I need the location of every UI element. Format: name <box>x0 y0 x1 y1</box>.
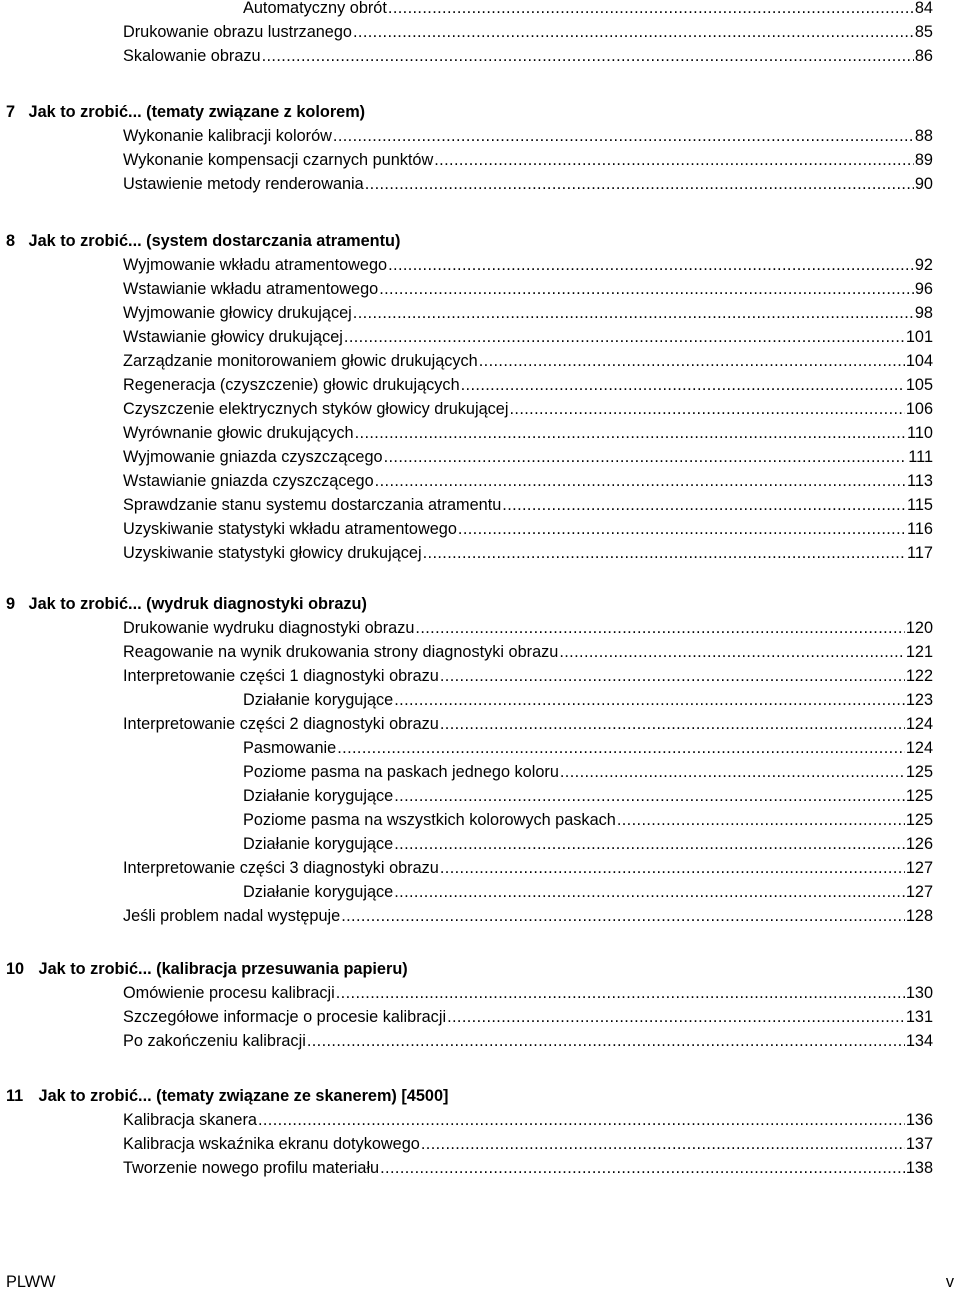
toc-entry[interactable] <box>123 349 933 373</box>
toc-entry-page: 134 <box>905 1032 933 1050</box>
chapter-title: Jak to zrobić... (tematy związane ze skanerem) [4500] <box>38 1087 449 1105</box>
toc-entry-page: 138 <box>905 1159 933 1177</box>
chapter-number: 11 <box>6 1087 24 1105</box>
toc-entry-page: 105 <box>905 376 933 394</box>
toc-entry-page: 131 <box>905 1008 933 1026</box>
toc-entry[interactable] <box>123 1029 933 1053</box>
toc-entry-title: Wyjmowanie głowicy drukującej <box>123 304 352 322</box>
toc-entry[interactable] <box>123 517 933 541</box>
toc-entry-page: 104 <box>905 352 933 370</box>
dot-leader <box>394 832 905 856</box>
toc-entry-title: Działanie korygujące <box>243 787 394 805</box>
toc-entry[interactable] <box>123 124 933 148</box>
toc-entry-title: Działanie korygujące <box>243 835 394 853</box>
dot-leader <box>461 373 905 397</box>
toc-entry-page: 122 <box>905 667 933 685</box>
toc-entry-page: 96 <box>914 280 933 298</box>
dot-leader <box>502 493 906 517</box>
toc-entry[interactable] <box>123 325 933 349</box>
chapter-heading[interactable] <box>6 957 408 981</box>
toc-entry-title: Ustawienie metody renderowania <box>123 175 364 193</box>
toc-entry-page: 124 <box>905 739 933 757</box>
toc-entry-title: Jeśli problem nadal występuje <box>123 907 341 925</box>
toc-entry[interactable] <box>123 616 933 640</box>
toc-entry[interactable] <box>123 541 933 565</box>
toc-entry-title: Drukowanie wydruku diagnostyki obrazu <box>123 619 415 637</box>
dot-leader <box>337 736 905 760</box>
toc-entry-title: Regeneracja (czyszczenie) głowic drukujących <box>123 376 460 394</box>
toc-entry-page: 115 <box>907 496 933 514</box>
chapter-heading[interactable] <box>6 100 365 124</box>
toc-entry[interactable] <box>243 0 933 20</box>
toc-entry[interactable] <box>123 1108 933 1132</box>
dot-leader <box>458 517 906 541</box>
toc-entry-title: Interpretowanie części 3 diagnostyki obrazu <box>123 859 439 877</box>
dot-leader <box>307 1029 905 1053</box>
dot-leader <box>479 349 905 373</box>
toc-entry-page: 136 <box>905 1111 933 1129</box>
toc-entry-page: 106 <box>905 400 933 418</box>
toc-entry-page: 116 <box>907 520 933 538</box>
toc-entry[interactable] <box>123 712 933 736</box>
toc-entry[interactable] <box>123 981 933 1005</box>
dot-leader <box>447 1005 905 1029</box>
toc-entry-title: Wstawianie gniazda czyszczącego <box>123 472 374 490</box>
toc-entry[interactable] <box>123 904 933 928</box>
toc-entry[interactable] <box>123 445 933 469</box>
dot-leader <box>375 469 906 493</box>
dot-leader <box>388 0 914 20</box>
toc-entry-title: Działanie korygujące <box>243 691 394 709</box>
footer-doc-code: PLWW <box>6 1273 56 1291</box>
dot-leader <box>336 981 905 1005</box>
toc-entry-title: Poziome pasma na wszystkich kolorowych paskach <box>243 811 616 829</box>
toc-entry-title: Automatyczny obrót <box>243 0 387 17</box>
toc-entry-title: Tworzenie nowego profilu materiału <box>123 1159 380 1177</box>
toc-entry-page: 121 <box>905 643 933 661</box>
toc-subentry[interactable] <box>243 760 933 784</box>
dot-leader <box>415 616 904 640</box>
toc-subentry[interactable] <box>243 688 933 712</box>
toc-entry-page: 101 <box>905 328 933 346</box>
toc-entry-page: 125 <box>905 787 933 805</box>
toc-entry-title: Działanie korygujące <box>243 883 394 901</box>
toc-entry-page: 88 <box>914 127 933 145</box>
dot-leader <box>434 148 914 172</box>
toc-entry-page: 113 <box>907 472 933 490</box>
toc-entry[interactable] <box>123 640 933 664</box>
toc-entry[interactable] <box>123 277 933 301</box>
toc-entry-title: Wykonanie kompensacji czarnych punktów <box>123 151 434 169</box>
dot-leader <box>394 784 905 808</box>
chapter-heading[interactable] <box>6 229 400 253</box>
toc-entry[interactable] <box>123 421 933 445</box>
toc-entry[interactable] <box>123 1132 933 1156</box>
footer-page-number: v <box>945 1273 954 1291</box>
toc-subentry[interactable] <box>243 784 933 808</box>
dot-leader <box>394 688 905 712</box>
toc-entry[interactable] <box>123 253 933 277</box>
toc-entry-page: 126 <box>905 835 933 853</box>
toc-entry-page: 137 <box>905 1135 933 1153</box>
dot-leader <box>394 880 905 904</box>
toc-entry-page: 124 <box>905 715 933 733</box>
toc-entry-title: Poziome pasma na paskach jednego koloru <box>243 763 559 781</box>
toc-entry[interactable] <box>123 373 933 397</box>
dot-leader <box>258 1108 905 1132</box>
toc-entry[interactable] <box>123 493 933 517</box>
toc-subentry[interactable] <box>243 832 933 856</box>
dot-leader <box>353 301 914 325</box>
dot-leader <box>440 712 905 736</box>
toc-entry-page: 123 <box>905 691 933 709</box>
chapter-number: 10 <box>6 960 25 978</box>
toc-entry[interactable] <box>123 20 933 44</box>
toc-entry-title: Wyjmowanie gniazda czyszczącego <box>123 448 383 466</box>
toc-entry[interactable] <box>123 1156 933 1180</box>
toc-entry-title: Czyszczenie elektrycznych styków głowicy drukującej <box>123 400 509 418</box>
toc-entry-title: Skalowanie obrazu <box>123 47 261 65</box>
toc-entry-page: 125 <box>905 811 933 829</box>
toc-entry-page: 84 <box>914 0 933 17</box>
dot-leader <box>380 1156 905 1180</box>
toc-entry-page: 98 <box>914 304 933 322</box>
toc-entry-title: Wstawianie głowicy drukującej <box>123 328 343 346</box>
toc-entry[interactable] <box>123 172 933 196</box>
toc-entry-title: Po zakończeniu kalibracji <box>123 1032 306 1050</box>
dot-leader <box>617 808 905 832</box>
dot-leader <box>341 904 905 928</box>
toc-entry-title: Szczegółowe informacje o procesie kalibracji <box>123 1008 447 1026</box>
toc-entry-page: 127 <box>905 883 933 901</box>
dot-leader <box>421 1132 905 1156</box>
dot-leader <box>344 325 905 349</box>
toc-entry-title: Zarządzanie monitorowaniem głowic drukujących <box>123 352 478 370</box>
dot-leader <box>559 640 905 664</box>
toc-entry-title: Wyrównanie głowic drukujących <box>123 424 354 442</box>
toc-entry-title: Kalibracja wskaźnika ekranu dotykowego <box>123 1135 420 1153</box>
dot-leader <box>333 124 914 148</box>
toc-entry[interactable] <box>123 44 933 68</box>
toc-entry-page: 111 <box>908 448 933 466</box>
toc-entry[interactable] <box>123 469 933 493</box>
dot-leader <box>440 856 905 880</box>
toc-entry-page: 128 <box>905 907 933 925</box>
toc-entry-page: 85 <box>914 23 933 41</box>
toc-subentry[interactable] <box>243 736 933 760</box>
chapter-heading[interactable] <box>6 592 367 616</box>
dot-leader <box>384 445 908 469</box>
toc-subentry[interactable] <box>243 808 933 832</box>
dot-leader <box>365 172 914 196</box>
toc-entry-title: Uzyskiwanie statystyki głowicy drukującej <box>123 544 422 562</box>
toc-entry[interactable] <box>123 397 933 421</box>
toc-entry[interactable] <box>123 664 933 688</box>
toc-entry-title: Drukowanie obrazu lustrzanego <box>123 23 352 41</box>
chapter-heading[interactable] <box>6 1084 448 1108</box>
toc-entry-title: Interpretowanie części 2 diagnostyki obrazu <box>123 715 439 733</box>
toc-entry-page: 110 <box>907 424 933 442</box>
dot-leader <box>355 421 906 445</box>
toc-entry-page: 90 <box>914 175 933 193</box>
toc-entry-title: Sprawdzanie stanu systemu dostarczania atramentu <box>123 496 502 514</box>
chapter-title: Jak to zrobić... (wydruk diagnostyki obrazu) <box>28 595 367 613</box>
toc-entry[interactable] <box>123 1005 933 1029</box>
dot-leader <box>560 760 905 784</box>
chapter-number: 7 <box>6 103 16 121</box>
dot-leader <box>440 664 905 688</box>
dot-leader <box>388 253 914 277</box>
toc-entry-page: 89 <box>914 151 933 169</box>
chapter-title: Jak to zrobić... (tematy związane z kolorem) <box>28 103 366 121</box>
dot-leader <box>423 541 906 565</box>
chapter-number: 9 <box>6 595 16 613</box>
toc-entry-title: Interpretowanie części 1 diagnostyki obrazu <box>123 667 439 685</box>
toc-entry-page: 92 <box>914 256 933 274</box>
toc-entry-title: Wykonanie kalibracji kolorów <box>123 127 332 145</box>
toc-entry-title: Omówienie procesu kalibracji <box>123 984 335 1002</box>
dot-leader <box>379 277 914 301</box>
chapter-title: Jak to zrobić... (system dostarczania atramentu) <box>28 232 401 250</box>
toc-entry-title: Kalibracja skanera <box>123 1111 257 1129</box>
toc-entry-title: Uzyskiwanie statystyki wkładu atramentowego <box>123 520 457 538</box>
chapter-title: Jak to zrobić... (kalibracja przesuwania papieru) <box>38 960 408 978</box>
toc-entry-page: 130 <box>905 984 933 1002</box>
toc-entry[interactable] <box>123 148 933 172</box>
dot-leader <box>509 397 904 421</box>
toc-entry-page: 125 <box>905 763 933 781</box>
toc-entry-page: 117 <box>907 544 933 562</box>
dot-leader <box>262 44 914 68</box>
chapter-number: 8 <box>6 232 16 250</box>
toc-entry-page: 86 <box>914 47 933 65</box>
toc-entry-title: Wyjmowanie wkładu atramentowego <box>123 256 388 274</box>
toc-entry-title: Pasmowanie <box>243 739 337 757</box>
toc-entry-page: 127 <box>905 859 933 877</box>
toc-entry[interactable] <box>123 301 933 325</box>
toc-entry-page: 120 <box>905 619 933 637</box>
toc-subentry[interactable] <box>243 880 933 904</box>
toc-entry-title: Reagowanie na wynik drukowania strony diagnostyki obrazu <box>123 643 559 661</box>
toc-entry-title: Wstawianie wkładu atramentowego <box>123 280 379 298</box>
dot-leader <box>353 20 914 44</box>
toc-entry[interactable] <box>123 856 933 880</box>
